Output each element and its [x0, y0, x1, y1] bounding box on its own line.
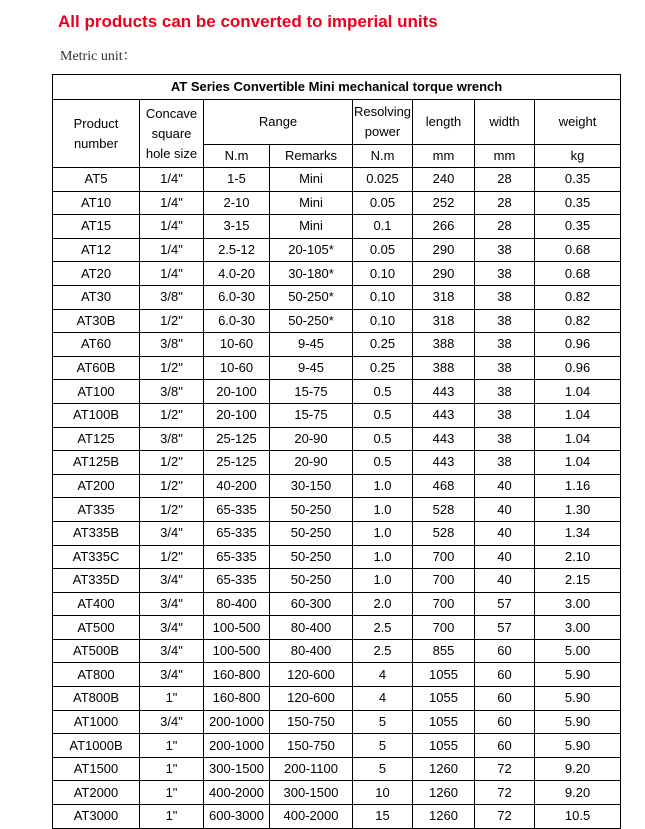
cell-product: AT335C [53, 545, 140, 569]
cell-hole-size: 3/4" [140, 710, 204, 734]
cell-weight: 5.90 [535, 734, 621, 758]
cell-remarks: 9-45 [270, 356, 353, 380]
cell-length: 1260 [413, 757, 475, 781]
cell-width: 40 [475, 498, 535, 522]
cell-product: AT2000 [53, 781, 140, 805]
cell-remarks: 30-180* [270, 262, 353, 286]
cell-range: 65-335 [204, 521, 270, 545]
cell-hole-size: 3/4" [140, 639, 204, 663]
cell-product: AT125 [53, 427, 140, 451]
cell-weight: 0.35 [535, 168, 621, 192]
cell-range: 20-100 [204, 380, 270, 404]
cell-resolving: 2.5 [353, 616, 413, 640]
cell-remarks: 60-300 [270, 592, 353, 616]
cell-product: AT1000B [53, 734, 140, 758]
table-row [53, 521, 621, 545]
cell-range: 160-800 [204, 663, 270, 687]
cell-resolving: 0.5 [353, 451, 413, 475]
cell-hole-size: 1/4" [140, 191, 204, 215]
cell-length: 318 [413, 285, 475, 309]
cell-range: 6.0-30 [204, 309, 270, 333]
cell-range: 200-1000 [204, 710, 270, 734]
cell-range: 6.0-30 [204, 285, 270, 309]
cell-weight: 2.10 [535, 545, 621, 569]
cell-width: 38 [475, 380, 535, 404]
cell-hole-size: 1/4" [140, 168, 204, 192]
cell-length: 700 [413, 592, 475, 616]
cell-range: 25-125 [204, 451, 270, 475]
cell-weight: 5.90 [535, 687, 621, 711]
cell-range: 300-1500 [204, 757, 270, 781]
cell-length: 1055 [413, 734, 475, 758]
cell-weight: 1.04 [535, 403, 621, 427]
cell-width: 28 [475, 215, 535, 239]
cell-weight: 0.82 [535, 285, 621, 309]
cell-weight: 1.04 [535, 451, 621, 475]
cell-product: AT3000 [53, 805, 140, 829]
cell-weight: 1.04 [535, 427, 621, 451]
table-row [53, 734, 621, 758]
cell-resolving: 1.0 [353, 521, 413, 545]
cell-length: 468 [413, 474, 475, 498]
cell-width: 38 [475, 451, 535, 475]
table-row [53, 333, 621, 357]
cell-hole-size: 1/2" [140, 498, 204, 522]
table-row [53, 687, 621, 711]
cell-product: AT100 [53, 380, 140, 404]
cell-range: 3-15 [204, 215, 270, 239]
cell-hole-size: 3/8" [140, 333, 204, 357]
cell-range: 100-500 [204, 639, 270, 663]
cell-width: 72 [475, 805, 535, 829]
cell-hole-size: 3/8" [140, 380, 204, 404]
cell-product: AT500B [53, 639, 140, 663]
header-hole-size: Concave square hole size [140, 100, 204, 168]
cell-width: 40 [475, 569, 535, 593]
cell-range: 10-60 [204, 333, 270, 357]
cell-range: 65-335 [204, 498, 270, 522]
cell-product: AT20 [53, 262, 140, 286]
cell-weight: 1.30 [535, 498, 621, 522]
cell-remarks: 50-250 [270, 521, 353, 545]
cell-resolving: 0.25 [353, 333, 413, 357]
cell-product: AT800 [53, 663, 140, 687]
cell-product: AT30 [53, 285, 140, 309]
cell-weight: 5.90 [535, 663, 621, 687]
cell-weight: 1.34 [535, 521, 621, 545]
cell-resolving: 1.0 [353, 545, 413, 569]
cell-width: 38 [475, 285, 535, 309]
cell-length: 388 [413, 356, 475, 380]
cell-range: 20-100 [204, 403, 270, 427]
cell-resolving: 0.10 [353, 309, 413, 333]
cell-resolving: 2.5 [353, 639, 413, 663]
cell-resolving: 1.0 [353, 498, 413, 522]
cell-product: AT335D [53, 569, 140, 593]
cell-length: 252 [413, 191, 475, 215]
cell-resolving: 0.05 [353, 191, 413, 215]
cell-length: 443 [413, 427, 475, 451]
cell-width: 38 [475, 262, 535, 286]
table-row [53, 663, 621, 687]
cell-weight: 1.04 [535, 380, 621, 404]
cell-length: 1055 [413, 663, 475, 687]
cell-length: 1260 [413, 805, 475, 829]
cell-product: AT1500 [53, 757, 140, 781]
cell-resolving: 1.0 [353, 569, 413, 593]
cell-width: 72 [475, 781, 535, 805]
cell-remarks: 80-400 [270, 639, 353, 663]
cell-resolving: 0.5 [353, 403, 413, 427]
cell-range: 600-3000 [204, 805, 270, 829]
cell-resolving: 0.10 [353, 285, 413, 309]
cell-remarks: 30-150 [270, 474, 353, 498]
cell-resolving: 4 [353, 663, 413, 687]
cell-product: AT400 [53, 592, 140, 616]
cell-length: 266 [413, 215, 475, 239]
cell-hole-size: 3/8" [140, 427, 204, 451]
table-row [53, 238, 621, 262]
cell-width: 28 [475, 168, 535, 192]
cell-hole-size: 3/4" [140, 592, 204, 616]
metric-unit-label: Metric unit： [60, 49, 137, 64]
table-row [53, 403, 621, 427]
cell-remarks: 200-1100 [270, 757, 353, 781]
cell-hole-size: 1/2" [140, 545, 204, 569]
cell-length: 528 [413, 498, 475, 522]
cell-range: 200-1000 [204, 734, 270, 758]
cell-product: AT15 [53, 215, 140, 239]
cell-resolving: 1.0 [353, 474, 413, 498]
cell-hole-size: 1/2" [140, 356, 204, 380]
table-row [53, 262, 621, 286]
cell-remarks: 50-250 [270, 569, 353, 593]
cell-length: 443 [413, 380, 475, 404]
table-row [53, 215, 621, 239]
cell-length: 700 [413, 569, 475, 593]
cell-width: 28 [475, 191, 535, 215]
cell-resolving: 0.5 [353, 380, 413, 404]
table-row [53, 498, 621, 522]
cell-product: AT30B [53, 309, 140, 333]
table-row [53, 781, 621, 805]
table-row [53, 805, 621, 829]
cell-hole-size: 1/2" [140, 403, 204, 427]
cell-product: AT800B [53, 687, 140, 711]
cell-length: 318 [413, 309, 475, 333]
cell-width: 38 [475, 356, 535, 380]
unit-width: mm [475, 145, 535, 168]
cell-length: 1055 [413, 710, 475, 734]
table-row [53, 285, 621, 309]
cell-width: 60 [475, 663, 535, 687]
cell-width: 60 [475, 639, 535, 663]
cell-resolving: 2.0 [353, 592, 413, 616]
cell-hole-size: 1/4" [140, 238, 204, 262]
spec-table [52, 74, 621, 829]
table-row [53, 569, 621, 593]
cell-width: 38 [475, 403, 535, 427]
cell-range: 25-125 [204, 427, 270, 451]
header-product-number: Product number [53, 100, 140, 168]
cell-range: 1-5 [204, 168, 270, 192]
cell-length: 1260 [413, 781, 475, 805]
cell-length: 855 [413, 639, 475, 663]
cell-weight: 3.00 [535, 616, 621, 640]
cell-weight: 0.68 [535, 262, 621, 286]
table-row [53, 757, 621, 781]
cell-resolving: 0.5 [353, 427, 413, 451]
cell-product: AT5 [53, 168, 140, 192]
cell-product: AT125B [53, 451, 140, 475]
cell-product: AT200 [53, 474, 140, 498]
cell-resolving: 0.25 [353, 356, 413, 380]
unit-weight: kg [535, 145, 621, 168]
cell-range: 160-800 [204, 687, 270, 711]
cell-resolving: 5 [353, 734, 413, 758]
table-row [53, 380, 621, 404]
table-row [53, 451, 621, 475]
cell-hole-size: 1" [140, 734, 204, 758]
table-row [53, 309, 621, 333]
cell-weight: 5.00 [535, 639, 621, 663]
cell-product: AT60 [53, 333, 140, 357]
table-row [53, 356, 621, 380]
cell-width: 40 [475, 521, 535, 545]
table-header-row [53, 100, 621, 145]
header-length: length [413, 100, 475, 145]
cell-weight: 5.90 [535, 710, 621, 734]
table-row [53, 168, 621, 192]
cell-product: AT500 [53, 616, 140, 640]
table-title: AT Series Convertible Mini mechanical torque wrench [53, 75, 621, 100]
table-row [53, 639, 621, 663]
cell-remarks: 9-45 [270, 333, 353, 357]
cell-product: AT12 [53, 238, 140, 262]
cell-hole-size: 3/4" [140, 521, 204, 545]
cell-range: 10-60 [204, 356, 270, 380]
cell-width: 38 [475, 309, 535, 333]
cell-product: AT10 [53, 191, 140, 215]
cell-hole-size: 3/4" [140, 616, 204, 640]
cell-range: 2.5-12 [204, 238, 270, 262]
cell-remarks: 400-2000 [270, 805, 353, 829]
cell-range: 65-335 [204, 569, 270, 593]
cell-resolving: 0.025 [353, 168, 413, 192]
cell-weight: 1.16 [535, 474, 621, 498]
unit-length: mm [413, 145, 475, 168]
cell-weight: 10.5 [535, 805, 621, 829]
cell-hole-size: 1/4" [140, 262, 204, 286]
cell-remarks: 20-90 [270, 427, 353, 451]
cell-resolving: 5 [353, 710, 413, 734]
cell-length: 290 [413, 262, 475, 286]
cell-product: AT335B [53, 521, 140, 545]
cell-resolving: 0.05 [353, 238, 413, 262]
cell-remarks: 120-600 [270, 687, 353, 711]
cell-length: 240 [413, 168, 475, 192]
cell-hole-size: 1" [140, 757, 204, 781]
cell-remarks: Mini [270, 215, 353, 239]
cell-weight: 2.15 [535, 569, 621, 593]
cell-width: 57 [475, 592, 535, 616]
table-row [53, 474, 621, 498]
cell-resolving: 15 [353, 805, 413, 829]
cell-resolving: 0.10 [353, 262, 413, 286]
header-width: width [475, 100, 535, 145]
cell-hole-size: 1/4" [140, 215, 204, 239]
cell-remarks: 15-75 [270, 380, 353, 404]
cell-length: 388 [413, 333, 475, 357]
cell-resolving: 10 [353, 781, 413, 805]
cell-width: 40 [475, 545, 535, 569]
cell-width: 72 [475, 757, 535, 781]
cell-length: 1055 [413, 687, 475, 711]
cell-weight: 0.35 [535, 191, 621, 215]
cell-hole-size: 3/4" [140, 663, 204, 687]
cell-width: 38 [475, 238, 535, 262]
cell-remarks: 300-1500 [270, 781, 353, 805]
cell-weight: 0.96 [535, 356, 621, 380]
table-title-row [53, 75, 621, 100]
table-row [53, 545, 621, 569]
cell-weight: 0.68 [535, 238, 621, 262]
cell-remarks: Mini [270, 191, 353, 215]
cell-length: 700 [413, 616, 475, 640]
cell-hole-size: 3/4" [140, 569, 204, 593]
cell-resolving: 5 [353, 757, 413, 781]
unit-resolving: N.m [353, 145, 413, 168]
cell-remarks: 50-250* [270, 285, 353, 309]
cell-width: 38 [475, 427, 535, 451]
cell-resolving: 4 [353, 687, 413, 711]
cell-hole-size: 3/8" [140, 285, 204, 309]
cell-remarks: Mini [270, 168, 353, 192]
cell-remarks: 20-105* [270, 238, 353, 262]
cell-resolving: 0.1 [353, 215, 413, 239]
cell-length: 443 [413, 451, 475, 475]
cell-width: 38 [475, 333, 535, 357]
cell-remarks: 50-250 [270, 545, 353, 569]
unit-remarks: Remarks [270, 145, 353, 168]
cell-width: 40 [475, 474, 535, 498]
cell-weight: 9.20 [535, 757, 621, 781]
cell-range: 100-500 [204, 616, 270, 640]
cell-hole-size: 1/2" [140, 451, 204, 475]
cell-remarks: 120-600 [270, 663, 353, 687]
header-weight: weight [535, 100, 621, 145]
cell-hole-size: 1" [140, 805, 204, 829]
table-row [53, 191, 621, 215]
cell-width: 60 [475, 734, 535, 758]
page-heading: All products can be converted to imperial units [58, 12, 438, 31]
cell-range: 2-10 [204, 191, 270, 215]
header-range: Range [204, 100, 353, 145]
cell-weight: 0.96 [535, 333, 621, 357]
cell-remarks: 15-75 [270, 403, 353, 427]
cell-hole-size: 1" [140, 781, 204, 805]
cell-product: AT60B [53, 356, 140, 380]
header-resolving-power: Resolving power [353, 100, 413, 145]
cell-remarks: 50-250 [270, 498, 353, 522]
cell-width: 57 [475, 616, 535, 640]
cell-length: 443 [413, 403, 475, 427]
cell-width: 60 [475, 710, 535, 734]
cell-length: 700 [413, 545, 475, 569]
cell-hole-size: 1/2" [140, 474, 204, 498]
cell-length: 290 [413, 238, 475, 262]
cell-width: 60 [475, 687, 535, 711]
cell-remarks: 50-250* [270, 309, 353, 333]
cell-remarks: 150-750 [270, 734, 353, 758]
cell-hole-size: 1/2" [140, 309, 204, 333]
table-row [53, 592, 621, 616]
cell-product: AT335 [53, 498, 140, 522]
cell-range: 400-2000 [204, 781, 270, 805]
cell-remarks: 20-90 [270, 451, 353, 475]
cell-range: 4.0-20 [204, 262, 270, 286]
cell-weight: 0.82 [535, 309, 621, 333]
cell-length: 528 [413, 521, 475, 545]
unit-range-nm: N.m [204, 145, 270, 168]
cell-remarks: 150-750 [270, 710, 353, 734]
cell-range: 80-400 [204, 592, 270, 616]
cell-range: 40-200 [204, 474, 270, 498]
table-row [53, 427, 621, 451]
table-row [53, 616, 621, 640]
cell-weight: 9.20 [535, 781, 621, 805]
table-row [53, 710, 621, 734]
cell-weight: 3.00 [535, 592, 621, 616]
cell-product: AT100B [53, 403, 140, 427]
cell-range: 65-335 [204, 545, 270, 569]
cell-hole-size: 1" [140, 687, 204, 711]
cell-remarks: 80-400 [270, 616, 353, 640]
cell-product: AT1000 [53, 710, 140, 734]
cell-weight: 0.35 [535, 215, 621, 239]
